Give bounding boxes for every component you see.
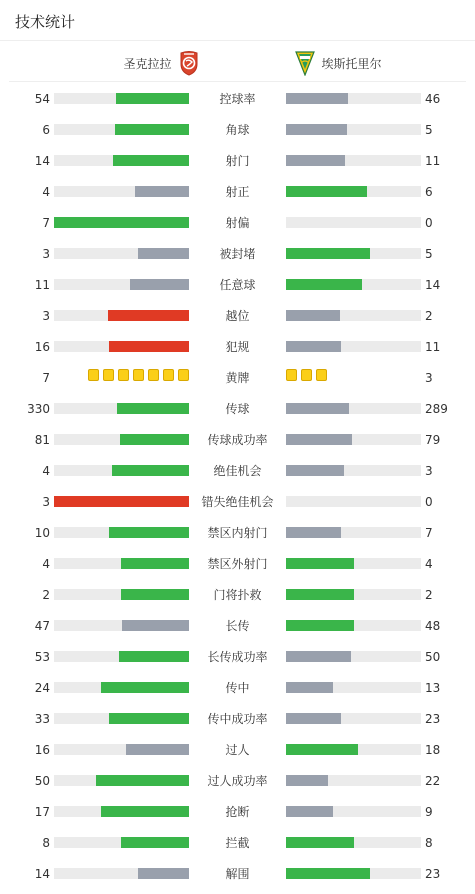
home-stat-value: 14 <box>34 867 50 881</box>
yellow-card-icon <box>316 369 327 381</box>
home-stat-bar-fill <box>121 589 189 600</box>
stat-label: 射偏 <box>225 216 250 230</box>
stat-label: 错失绝佳机会 <box>201 495 274 509</box>
stat-label: 控球率 <box>219 92 256 106</box>
page-header <box>0 0 475 41</box>
home-stat-bar <box>54 527 189 538</box>
stat-row <box>0 146 475 177</box>
stat-row <box>0 239 475 270</box>
home-stat-bar <box>54 93 189 104</box>
home-stat-value: 53 <box>34 650 50 664</box>
home-stat-bar <box>54 744 189 755</box>
away-stat-value: 48 <box>425 619 441 633</box>
away-stat-bar <box>286 310 421 321</box>
home-stat-bar <box>54 124 189 135</box>
home-stat-bar-fill <box>101 682 189 693</box>
stat-row <box>0 704 475 735</box>
home-stat-bar <box>54 217 189 228</box>
yellow-card-icon <box>163 369 174 381</box>
home-stat-value: 7 <box>42 371 50 385</box>
yellow-card-icon <box>88 369 99 381</box>
estoril-crest-icon <box>294 50 316 76</box>
stat-row <box>0 270 475 301</box>
away-stat-value: 22 <box>425 774 441 788</box>
home-stat-bar-fill <box>116 93 189 104</box>
home-stat-bar-fill <box>130 279 189 290</box>
away-stat-bar <box>286 465 421 476</box>
away-stat-bar-fill <box>286 403 349 414</box>
away-stat-bar <box>286 248 421 259</box>
away-stat-bar-fill <box>286 93 348 104</box>
home-stat-bar <box>54 682 189 693</box>
stat-row <box>0 673 475 704</box>
away-stat-bar-fill <box>286 124 347 135</box>
home-stat-value: 330 <box>27 402 50 416</box>
home-stat-bar-fill <box>109 527 189 538</box>
stat-row <box>0 611 475 642</box>
stat-label: 角球 <box>225 123 250 137</box>
away-stat-bar <box>286 713 421 724</box>
stat-label: 被封堵 <box>219 247 256 261</box>
stat-label: 拦截 <box>225 836 250 850</box>
away-stat-value: 3 <box>425 371 433 385</box>
home-stat-value: 4 <box>42 464 50 478</box>
home-stat-value: 3 <box>42 309 50 323</box>
home-stat-bar-fill <box>120 434 189 445</box>
away-stat-value: 23 <box>425 712 441 726</box>
away-stat-bar <box>286 651 421 662</box>
away-stat-bar-fill <box>286 713 341 724</box>
away-stat-bar <box>286 93 421 104</box>
stat-label: 传中 <box>225 681 250 695</box>
home-stat-bar <box>54 496 189 507</box>
away-team[interactable] <box>294 50 382 76</box>
home-stat-bar <box>54 837 189 848</box>
away-stat-bar <box>286 837 421 848</box>
stat-row <box>0 735 475 766</box>
home-stat-bar-fill <box>113 155 189 166</box>
away-stat-bar-fill <box>286 465 344 476</box>
stat-row <box>0 208 475 239</box>
stat-label: 犯规 <box>225 340 250 354</box>
home-stat-bar-fill <box>117 403 189 414</box>
away-stat-value: 14 <box>425 278 441 292</box>
stat-label: 黄牌 <box>225 371 250 385</box>
home-stat-bar <box>54 465 189 476</box>
home-stat-bar-fill <box>119 651 189 662</box>
stat-label: 传中成功率 <box>207 712 268 726</box>
stat-label: 禁区外射门 <box>207 557 268 571</box>
stat-row <box>0 487 475 518</box>
away-stat-value: 2 <box>425 309 433 323</box>
away-stat-value: 6 <box>425 185 433 199</box>
home-stat-value: 50 <box>34 774 50 788</box>
away-stat-bar <box>286 403 421 414</box>
away-stat-value: 46 <box>425 92 441 106</box>
away-stat-bar <box>286 496 421 507</box>
home-stat-bar-fill <box>135 186 189 197</box>
away-stat-bar <box>286 279 421 290</box>
teams-header <box>9 41 466 82</box>
stat-label: 传球 <box>225 402 250 416</box>
away-stat-bar-fill <box>286 310 340 321</box>
home-stat-bar-fill <box>54 496 189 507</box>
home-team-name: 圣克拉拉 <box>123 56 172 71</box>
away-stat-bar <box>286 186 421 197</box>
stat-label: 解围 <box>225 867 250 881</box>
away-stat-value: 7 <box>425 526 433 540</box>
away-stat-bar <box>286 868 421 879</box>
away-stat-value: 11 <box>425 340 441 354</box>
away-stat-bar <box>286 589 421 600</box>
away-stat-bar-fill <box>286 806 333 817</box>
away-stat-value: 9 <box>425 805 433 819</box>
away-stat-value: 18 <box>425 743 441 757</box>
home-stat-value: 11 <box>34 278 50 292</box>
stat-label: 过人 <box>225 743 250 757</box>
home-stat-value: 81 <box>34 433 50 447</box>
away-stat-bar-fill <box>286 186 367 197</box>
home-stat-bar <box>54 651 189 662</box>
away-stat-value: 5 <box>425 247 433 261</box>
stat-label: 传球成功率 <box>207 433 268 447</box>
home-stat-bar <box>54 403 189 414</box>
yellow-card-icon <box>301 369 312 381</box>
stat-label: 长传 <box>225 619 250 633</box>
away-stat-value: 79 <box>425 433 441 447</box>
home-stat-bar-fill <box>121 558 189 569</box>
away-yellow-cards <box>286 369 329 383</box>
home-stat-bar <box>54 341 189 352</box>
home-stat-bar-fill <box>126 744 189 755</box>
stat-row <box>0 84 475 115</box>
home-stat-bar <box>54 589 189 600</box>
away-stat-bar-fill <box>286 248 370 259</box>
stat-row <box>0 425 475 456</box>
home-stat-value: 47 <box>34 619 50 633</box>
stat-row <box>0 766 475 797</box>
santa-clara-crest-icon <box>178 50 200 76</box>
away-stat-bar-fill <box>286 744 358 755</box>
home-stat-value: 16 <box>34 340 50 354</box>
home-stat-bar <box>54 155 189 166</box>
stat-row <box>0 859 475 890</box>
away-stat-value: 2 <box>425 588 433 602</box>
stat-row <box>0 332 475 363</box>
home-stat-value: 17 <box>34 805 50 819</box>
home-team[interactable] <box>123 50 199 76</box>
home-stat-bar-fill <box>138 248 189 259</box>
stat-row <box>0 301 475 332</box>
home-stat-bar-fill <box>108 310 189 321</box>
stat-row <box>0 828 475 859</box>
stat-row <box>0 394 475 425</box>
away-stat-bar-fill <box>286 775 328 786</box>
home-stat-value: 10 <box>34 526 50 540</box>
home-stat-value: 4 <box>42 557 50 571</box>
stat-label: 绝佳机会 <box>213 464 262 478</box>
home-stat-bar-fill <box>109 713 189 724</box>
home-stat-bar-fill <box>54 217 189 228</box>
away-stat-bar-fill <box>286 279 362 290</box>
away-stat-bar <box>286 744 421 755</box>
home-stat-bar <box>54 775 189 786</box>
away-stat-bar <box>286 341 421 352</box>
stats-list <box>0 82 475 894</box>
away-stat-bar-fill <box>286 837 354 848</box>
stat-row <box>0 518 475 549</box>
home-stat-value: 14 <box>34 154 50 168</box>
away-stat-bar-fill <box>286 558 354 569</box>
away-stat-bar-fill <box>286 620 354 631</box>
stat-row <box>0 177 475 208</box>
stat-label: 射门 <box>225 154 250 168</box>
home-stat-value: 16 <box>34 743 50 757</box>
away-stat-bar-fill <box>286 341 341 352</box>
home-stat-value: 3 <box>42 495 50 509</box>
home-stat-bar <box>54 620 189 631</box>
stat-label: 抢断 <box>225 805 250 819</box>
away-stat-value: 4 <box>425 557 433 571</box>
away-stat-bar-fill <box>286 155 345 166</box>
home-stat-bar <box>54 310 189 321</box>
stat-label: 过人成功率 <box>207 774 268 788</box>
away-stat-bar <box>286 527 421 538</box>
stat-label: 射正 <box>225 185 250 199</box>
yellow-card-icon <box>118 369 129 381</box>
away-stat-bar <box>286 155 421 166</box>
stat-label: 门将扑救 <box>213 588 262 602</box>
home-stat-bar <box>54 713 189 724</box>
away-stat-value: 11 <box>425 154 441 168</box>
home-stat-value: 24 <box>34 681 50 695</box>
away-stat-bar-fill <box>286 527 341 538</box>
stat-label: 禁区内射门 <box>207 526 268 540</box>
away-stat-bar-fill <box>286 651 351 662</box>
home-stat-bar <box>54 186 189 197</box>
stat-label: 任意球 <box>219 278 256 292</box>
home-stat-value: 2 <box>42 588 50 602</box>
stat-label: 长传成功率 <box>207 650 268 664</box>
home-stat-bar-fill <box>109 341 189 352</box>
home-stat-bar <box>54 248 189 259</box>
away-stat-bar <box>286 806 421 817</box>
home-stat-value: 3 <box>42 247 50 261</box>
away-stat-value: 8 <box>425 836 433 850</box>
home-stat-value: 4 <box>42 185 50 199</box>
yellow-card-icon <box>178 369 189 381</box>
home-stat-value: 54 <box>34 92 50 106</box>
away-team-name: 埃斯托里尔 <box>321 56 382 71</box>
away-stat-bar <box>286 217 421 228</box>
stat-row <box>0 456 475 487</box>
yellow-card-icon <box>103 369 114 381</box>
home-stat-bar <box>54 279 189 290</box>
away-stat-bar <box>286 775 421 786</box>
away-stat-value: 0 <box>425 216 433 230</box>
home-stat-bar-fill <box>96 775 189 786</box>
away-stat-value: 0 <box>425 495 433 509</box>
away-stat-value: 5 <box>425 123 433 137</box>
away-stat-bar-fill <box>286 682 333 693</box>
away-stat-value: 23 <box>425 867 441 881</box>
yellow-card-icon <box>148 369 159 381</box>
home-stat-bar-fill <box>138 868 189 879</box>
yellow-card-icon <box>286 369 297 381</box>
stat-row <box>0 797 475 828</box>
away-stat-value: 3 <box>425 464 433 478</box>
home-stat-bar-fill <box>121 837 189 848</box>
home-stat-bar-fill <box>101 806 189 817</box>
home-stat-bar-fill <box>112 465 189 476</box>
away-stat-bar-fill <box>286 868 370 879</box>
away-stat-bar <box>286 558 421 569</box>
away-stat-value: 13 <box>425 681 441 695</box>
stat-label: 越位 <box>225 309 250 323</box>
home-yellow-cards <box>86 369 189 383</box>
home-stat-bar-fill <box>122 620 189 631</box>
away-stat-bar-fill <box>286 589 354 600</box>
away-stat-value: 50 <box>425 650 441 664</box>
stat-row <box>0 549 475 580</box>
home-stat-bar <box>54 806 189 817</box>
stat-row <box>0 580 475 611</box>
stat-row <box>0 642 475 673</box>
home-stat-bar <box>54 868 189 879</box>
stat-row <box>0 363 475 394</box>
away-stat-bar <box>286 434 421 445</box>
away-stat-bar <box>286 620 421 631</box>
yellow-card-icon <box>133 369 144 381</box>
away-stat-bar-fill <box>286 434 352 445</box>
home-stat-bar <box>54 434 189 445</box>
home-stat-value: 7 <box>42 216 50 230</box>
away-stat-bar <box>286 124 421 135</box>
away-stat-bar <box>286 682 421 693</box>
home-stat-bar-fill <box>115 124 189 135</box>
home-stat-value: 33 <box>34 712 50 726</box>
away-stat-value: 289 <box>425 402 448 416</box>
stat-row <box>0 115 475 146</box>
home-stat-value: 6 <box>42 123 50 137</box>
page-title: 技术统计 <box>15 13 76 31</box>
home-stat-value: 8 <box>42 836 50 850</box>
home-stat-bar <box>54 558 189 569</box>
